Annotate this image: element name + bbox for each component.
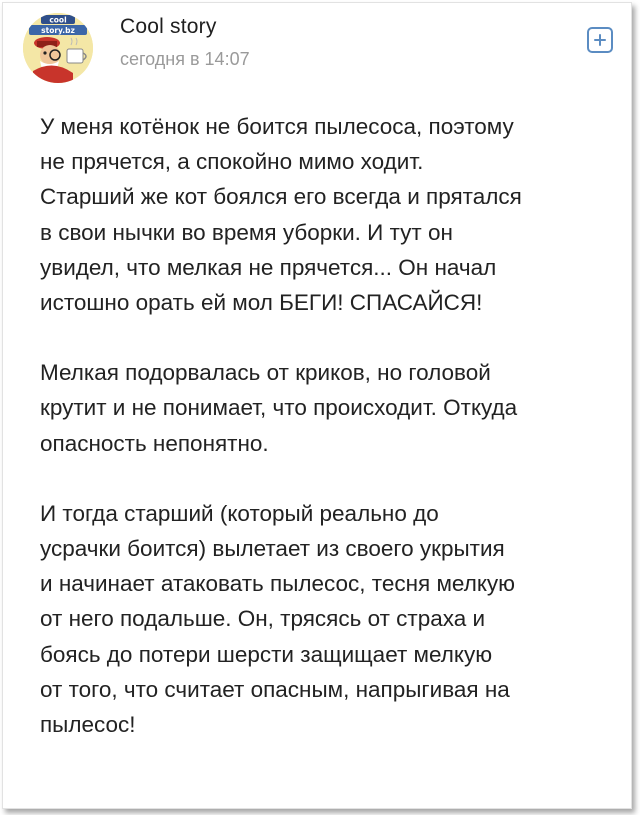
post-paragraph: У меня котёнок не боится пылесоса, поэтому не прячется, а спокойно мимо ходит. Старший же кот боялся его всегда и прятался в свои нычки во время уборки. И тут он увидел, что мелкая не прячется... Он начал истошно орать ей мол БЕГИ! СПАСАЙСЯ! — [40, 114, 522, 316]
post-card — [2, 2, 632, 809]
plus-square-icon[interactable] — [587, 27, 613, 53]
avatar-illustration — [23, 13, 93, 83]
post-timestamp[interactable]: сегодня в 14:07 — [120, 49, 250, 69]
post-paragraph: Мелкая подорвалась от криков, но головой крутит и не понимает, что происходит. Откуда опасность непонятно. — [40, 360, 518, 456]
author-name[interactable]: Cool story — [120, 15, 217, 38]
cool-story-avatar-icon[interactable] — [23, 13, 93, 83]
post-text — [40, 109, 625, 742]
post-paragraph: И тогда старший (который реально до усрачки боится) вылетает из своего укрытия и начинает атаковать пылесос, тесня мелкую от него подальше. Он, трясясь от страха и боясь до потери шерсти защищает мелкую от того, что считает опасным, напрыгивая на пылесос! — [40, 500, 516, 738]
post-header — [23, 13, 613, 83]
avatar-text-story: story.bz — [41, 26, 75, 35]
avatar-text-cool: cool — [49, 15, 67, 25]
